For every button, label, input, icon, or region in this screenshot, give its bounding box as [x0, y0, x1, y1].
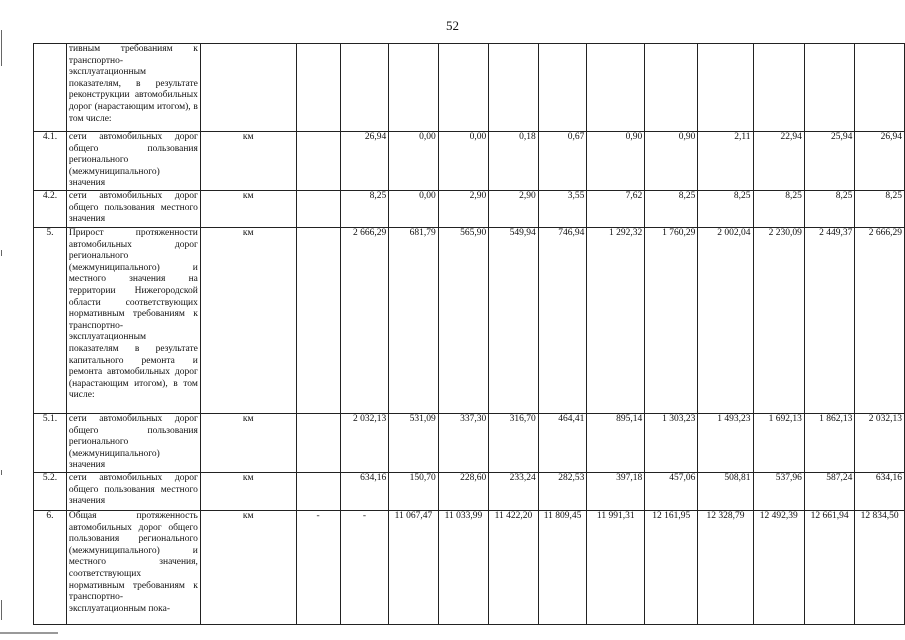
indicator-table	[33, 43, 905, 625]
value-cell	[645, 44, 698, 132]
base-value-1	[296, 44, 340, 132]
table-row	[34, 227, 905, 413]
value-cell: 634,16	[855, 472, 905, 510]
value-cell	[587, 44, 645, 132]
value-cell: 0,18	[489, 132, 539, 191]
value-cell: 531,09	[389, 413, 439, 472]
value-cell: 22,94	[753, 132, 804, 191]
table-row	[34, 510, 905, 624]
value-cell: 0,00	[389, 132, 439, 191]
base-value-2	[340, 44, 389, 132]
value-cell: 3,55	[538, 190, 587, 227]
value-cell: 11 991,31	[587, 510, 645, 624]
base-value-1	[296, 413, 340, 472]
row-number: 6.	[34, 510, 67, 624]
value-cell: 508,81	[698, 472, 753, 510]
row-number: 4.1.	[34, 132, 67, 191]
value-cell: 0,00	[438, 132, 488, 191]
value-cell: 12 492,39	[753, 510, 804, 624]
value-cell: 587,24	[804, 472, 854, 510]
value-cell: 7,62	[587, 190, 645, 227]
value-cell: 8,25	[855, 190, 905, 227]
value-cell: 12 161,95	[645, 510, 698, 624]
base-value-1: -	[296, 510, 340, 624]
value-cell	[855, 44, 905, 132]
value-cell: 746,94	[538, 227, 587, 413]
table-row	[34, 413, 905, 472]
value-cell: 1 760,29	[645, 227, 698, 413]
value-cell: 565,90	[438, 227, 488, 413]
value-cell: 2 230,09	[753, 227, 804, 413]
row-number: 5.	[34, 227, 67, 413]
base-value-1	[296, 472, 340, 510]
value-cell: 25,94	[804, 132, 854, 191]
table-row	[34, 472, 905, 510]
unit: км	[200, 190, 296, 227]
row-number: 5.1.	[34, 413, 67, 472]
value-cell: 634,16	[340, 472, 389, 510]
value-cell: 0,90	[587, 132, 645, 191]
row-number	[34, 44, 67, 132]
value-cell: 2 666,29	[340, 227, 389, 413]
unit	[200, 44, 296, 132]
unit: км	[200, 132, 296, 191]
value-cell: 681,79	[389, 227, 439, 413]
value-cell: 2,90	[489, 190, 539, 227]
value-cell: 2,11	[698, 132, 753, 191]
value-cell: 8,25	[698, 190, 753, 227]
unit: км	[200, 472, 296, 510]
value-cell: 2,90	[438, 190, 488, 227]
indicator-name: Прирост протяженности автомобильных дорог регионального (межмуниципального) и местного значения на территории Нижегородской области соответствующих нормативным требованиям к транспортно-эксплуатационным показателям в результате капитального ремонта и ремонта автомобильных дорог (нарастающим итогом), в том числе:	[66, 227, 200, 413]
value-cell: 150,70	[389, 472, 439, 510]
value-cell: 12 328,79	[698, 510, 753, 624]
value-cell	[489, 44, 539, 132]
value-cell: 549,94	[489, 227, 539, 413]
value-cell: 2 449,37	[804, 227, 854, 413]
value-cell: 12 661,94	[804, 510, 854, 624]
value-cell: 11 067,47	[389, 510, 439, 624]
value-cell: 8,25	[753, 190, 804, 227]
value-cell: 228,60	[438, 472, 488, 510]
value-cell: 26,94	[855, 132, 905, 191]
indicator-name: сети автомобильных дорог общего пользования регионального (межмуниципального) значения	[66, 132, 200, 191]
indicator-name: тивным требованиям к транспортно-эксплуатационным показателям, в результате реконструкции автомобильных дорог (нарастающим итогом), в том числе:	[66, 44, 200, 132]
row-number: 5.2.	[34, 472, 67, 510]
value-cell: 11 033,99	[438, 510, 488, 624]
row-number: 4.2.	[34, 190, 67, 227]
value-cell: 8,25	[340, 190, 389, 227]
value-cell	[804, 44, 854, 132]
scan-bottom-mark	[0, 632, 58, 634]
value-cell: 1 303,23	[645, 413, 698, 472]
value-cell: 11 422,20	[489, 510, 539, 624]
value-cell	[538, 44, 587, 132]
value-cell	[698, 44, 753, 132]
value-cell: 2 032,13	[855, 413, 905, 472]
value-cell: 464,41	[538, 413, 587, 472]
table-row	[34, 44, 905, 132]
value-cell: 537,96	[753, 472, 804, 510]
unit: км	[200, 413, 296, 472]
value-cell: 316,70	[489, 413, 539, 472]
indicator-name: сети автомобильных дорог общего пользования местного значения	[66, 472, 200, 510]
value-cell: 397,18	[587, 472, 645, 510]
value-cell: 0,67	[538, 132, 587, 191]
value-cell	[389, 44, 439, 132]
value-cell: 11 809,45	[538, 510, 587, 624]
value-cell: 8,25	[804, 190, 854, 227]
indicator-name: сети автомобильных дорог общего пользования местного значения	[66, 190, 200, 227]
unit: км	[200, 510, 296, 624]
value-cell: 1 692,13	[753, 413, 804, 472]
value-cell: 282,53	[538, 472, 587, 510]
value-cell: 1 862,13	[804, 413, 854, 472]
value-cell	[753, 44, 804, 132]
value-cell: 337,30	[438, 413, 488, 472]
base-value-1	[296, 190, 340, 227]
value-cell	[438, 44, 488, 132]
value-cell: 2 666,29	[855, 227, 905, 413]
indicator-name: сети автомобильных дорог общего пользования регионального (межмуниципального) значения	[66, 413, 200, 472]
table-row	[34, 132, 905, 191]
value-cell: 895,14	[587, 413, 645, 472]
value-cell: 233,24	[489, 472, 539, 510]
scan-edge-mark	[0, 0, 3, 640]
value-cell: 1 493,23	[698, 413, 753, 472]
value-cell: 0,90	[645, 132, 698, 191]
table-row	[34, 190, 905, 227]
base-value-2: -	[340, 510, 389, 624]
value-cell: 0,00	[389, 190, 439, 227]
value-cell: 1 292,32	[587, 227, 645, 413]
value-cell: 457,06	[645, 472, 698, 510]
value-cell: 12 834,50	[855, 510, 905, 624]
indicator-name: Общая протяженность автомобильных дорог общего пользования регионального (межмуниципального) и местного значения, соответствующих нормативным требованиям к транспортно-эксплуатационным пока-	[66, 510, 200, 624]
base-value-1	[296, 227, 340, 413]
base-value-1	[296, 132, 340, 191]
value-cell: 8,25	[645, 190, 698, 227]
value-cell: 2 002,04	[698, 227, 753, 413]
value-cell: 2 032,13	[340, 413, 389, 472]
unit: км	[200, 227, 296, 413]
value-cell: 26,94	[340, 132, 389, 191]
page-number: 52	[446, 18, 459, 33]
